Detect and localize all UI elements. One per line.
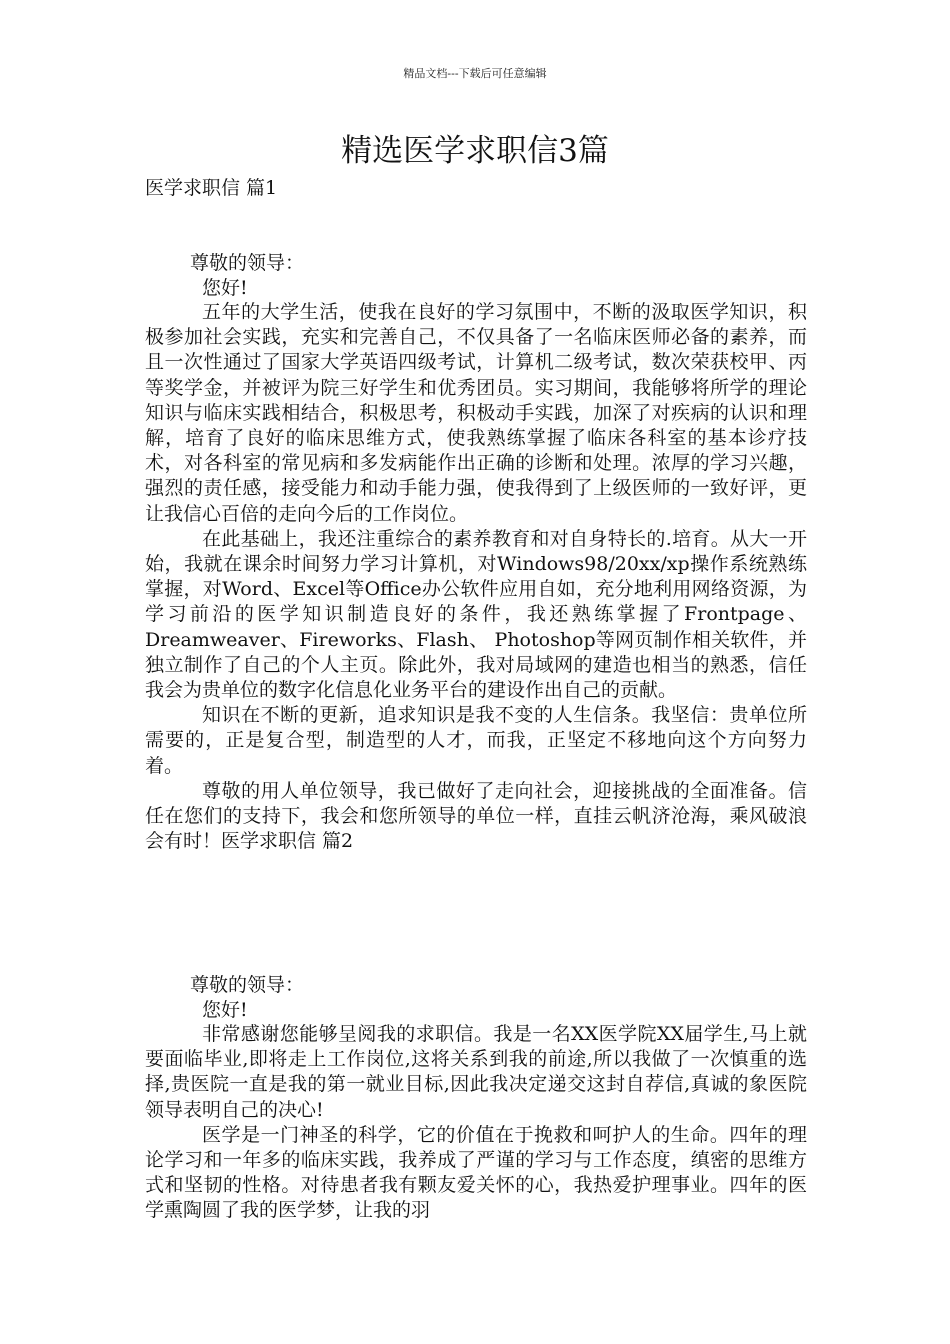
- letter1-body: [145, 300, 807, 854]
- letter1-greeting: 您好!: [202, 277, 248, 299]
- letter2-paragraph-2: 医学是一门神圣的科学，它的价值在于挽救和呵护人的生命。四年的理论学习和一年多的临床实践，我养成了严谨的学习与工作态度，缜密的思维方式和坚韧的性格。对待患者我有颗友爱关怀的心，我热爱护理事业。四年的医学熏陶圆了我的医学梦，让我的羽: [145, 1123, 807, 1222]
- letter2-paragraph-1: 非常感谢您能够呈阅我的求职信。我是一名XX医学院XX届学生,马上就要面临毕业,即将走上工作岗位,这将关系到我的前途,所以我做了一次慎重的选择,贵医院一直是我的第一就业目标,因此我决定递交这封自荐信,真诚的象医院领导表明自己的决心!: [145, 1023, 807, 1121]
- letter1-paragraph-3: 知识在不断的更新，追求知识是我不变的人生信条。我坚信：贵单位所需要的，正是复合型，制造型的人才，而我，正坚定不移地向这个方向努力着。: [145, 704, 807, 777]
- letter2-salutation: 尊敬的领导：: [190, 974, 305, 996]
- letter1-paragraph-2: 在此基础上，我还注重综合的素养教育和对自身特长的.培育。从大一开始，我就在课余时间努力学习计算机，对Windows98/20xx/xp操作系统熟练掌握，对Word、Excel等Office办公软件应用自如，充分地利用网络资源，为学习前沿的医学知识制造良好的条件，我还熟练掌握了Frontpage、Dreamweaver、Fireworks、Flash、 Photoshop等网页制作相关软件，并独立制作了自己的个人主页。除此外，我对局域网的建造也相当的熟悉，信任我会为贵单位的数字化信息化业务平台的建设作出自己的贡献。: [145, 527, 807, 702]
- letter1-paragraph-4: 尊敬的用人单位领导，我已做好了走向社会，迎接挑战的全面准备。信任在您们的支持下，我会和您所领导的单位一样，直挂云帆济沧海，乘风破浪会有时！医学求职信 篇2: [145, 779, 807, 853]
- letter1-heading: 医学求职信 篇1: [145, 177, 278, 199]
- letter1-paragraph-1: 五年的大学生活，使我在良好的学习氛围中，不断的汲取医学知识，积极参加社会实践，充实和完善自己，不仅具备了一名临床医师必备的素养，而且一次性通过了国家大学英语四级考试，计算机二级考试，数次荣获校甲、丙等奖学金，并被评为院三好学生和优秀团员。实习期间，我能够将所学的理论知识与临床实践相结合，积极思考，积极动手实践，加深了对疾病的认识和理解，培育了良好的临床思维方式，使我熟练掌握了临床各科室的基本诊疗技术，对各科室的常见病和多发病能作出正确的诊断和处理。浓厚的学习兴趣，强烈的责任感，接受能力和动手能力强，使我得到了上级医师的一致好评，更让我信心百倍的走向今后的工作岗位。: [145, 301, 807, 525]
- letter1-salutation: 尊敬的领导：: [190, 252, 305, 274]
- letter2-greeting: 您好!: [202, 999, 248, 1021]
- header-note: 精品文档---下载后可任意编辑: [403, 67, 547, 80]
- document-title: 精选医学求职信3篇: [341, 133, 609, 169]
- letter2-body: [145, 1022, 807, 1224]
